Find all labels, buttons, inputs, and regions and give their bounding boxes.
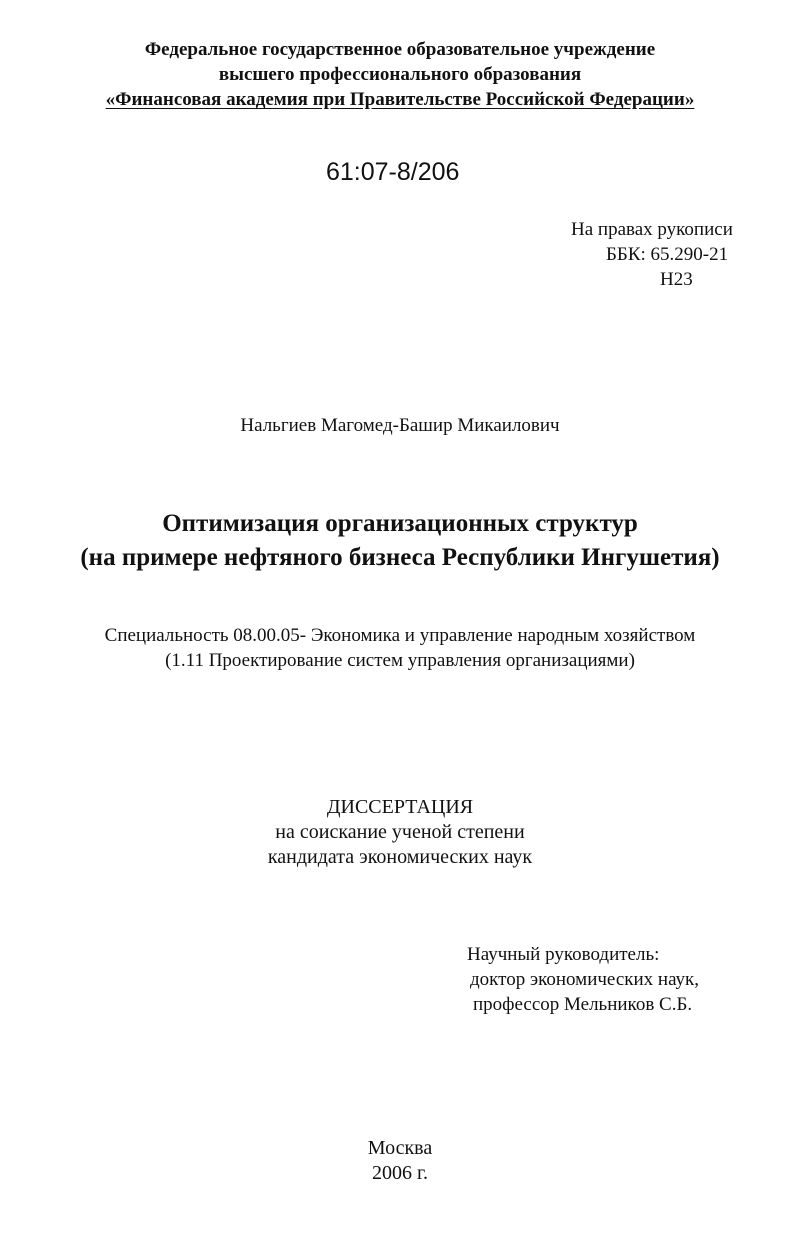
specialty-line-2: (1.11 Проектирование систем управления организациями)	[165, 650, 635, 671]
institution-line-3: «Финансовая академия при Правительстве Российской Федерации»	[105, 89, 695, 110]
rights-note: На правах рукописи	[571, 219, 733, 240]
institution-line-1: Федеральное государственное образовательное учреждение	[144, 39, 656, 60]
author-name: Нальгиев Магомед-Башир Микаилович	[240, 415, 560, 436]
thesis-title-line-2: (на примере нефтяного бизнеса Республики Ингушетия)	[80, 544, 720, 571]
specialty-line-1: Специальность 08.00.05- Экономика и управление народным хозяйством	[104, 625, 696, 646]
dissertation-label: ДИССЕРТАЦИЯ	[326, 796, 474, 818]
bbk-code: ББК: 65.290-21	[606, 244, 729, 265]
year: 2006 г.	[372, 1162, 428, 1184]
supervisor-name: профессор Мельников С.Б.	[473, 994, 693, 1015]
degree-purpose: на соискание ученой степени	[275, 821, 525, 843]
institution-line-2: высшего профессионального образования	[218, 64, 582, 85]
supervisor-degree: доктор экономических наук,	[470, 969, 700, 990]
thesis-title-line-1: Оптимизация организационных структур	[162, 510, 638, 537]
supervisor-label: Научный руководитель:	[467, 944, 660, 965]
author-index: Н23	[660, 269, 693, 290]
degree-name: кандидата экономических наук	[267, 846, 533, 868]
catalog-code: 61:07-8/206	[326, 158, 460, 186]
city: Москва	[367, 1137, 433, 1159]
